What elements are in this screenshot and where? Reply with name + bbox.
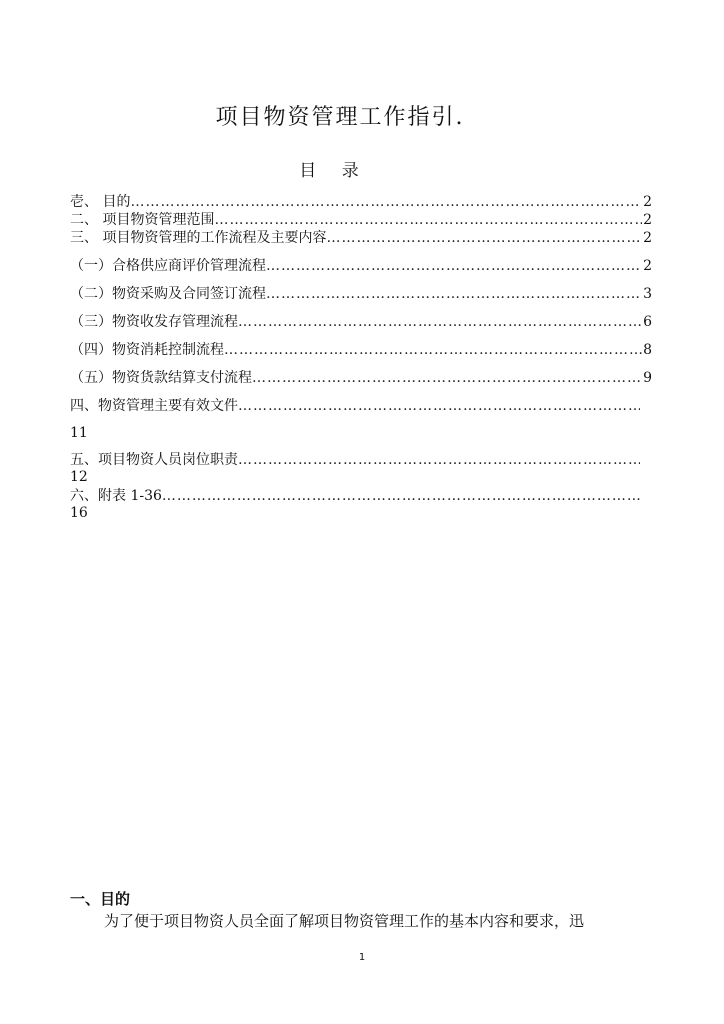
- toc-leader-dots: [326, 229, 642, 247]
- toc-entry-page: 2: [643, 230, 652, 246]
- toc-leader-dots: [214, 211, 642, 229]
- toc-entry-inventory[interactable]: [70, 313, 652, 331]
- section-heading-purpose: 一、目的: [70, 890, 131, 908]
- toc-entry-page: 6: [643, 314, 652, 330]
- toc-leader-dots: [252, 369, 642, 387]
- toc-entry-label: 五、项目物资人员岗位职责: [70, 452, 238, 468]
- toc-entry-page: 2: [643, 258, 652, 274]
- toc-leader-dots: [238, 313, 642, 331]
- toc-entry-key-documents[interactable]: [70, 397, 652, 443]
- toc-entry-page: 2: [643, 212, 652, 228]
- table-of-contents: [70, 193, 652, 523]
- document-title: 项目物资管理工作指引.: [215, 105, 465, 130]
- toc-entry-workflow[interactable]: [70, 229, 652, 247]
- toc-entry-label: （三）物资收发存管理流程: [70, 314, 238, 330]
- toc-entry-purpose[interactable]: [70, 193, 652, 211]
- toc-entry-page: 12: [70, 469, 88, 485]
- toc-entry-label: 三、 项目物资管理的工作流程及主要内容: [70, 230, 327, 246]
- toc-leader-dots: [266, 257, 642, 275]
- toc-entry-label: 二、 项目物资管理范围: [70, 212, 215, 228]
- toc-entry-consumption-control[interactable]: [70, 341, 652, 359]
- toc-entry-staff-duties[interactable]: [70, 451, 652, 487]
- toc-entry-procurement[interactable]: [70, 285, 652, 303]
- toc-leader-dots: [238, 397, 640, 415]
- toc-entry-page: 8: [643, 342, 652, 358]
- toc-leader-dots: [162, 487, 640, 505]
- toc-entry-page: 3: [643, 286, 652, 302]
- toc-entry-scope[interactable]: [70, 211, 652, 229]
- toc-entry-label: （二）物资采购及合同签订流程: [70, 286, 266, 302]
- toc-leader-dots: [266, 285, 642, 303]
- toc-entry-label: 壱、 目的: [70, 194, 131, 210]
- page-number: 1: [358, 952, 366, 963]
- toc-entry-label: 六、附表 1-36: [70, 488, 162, 504]
- toc-entry-label: （五）物资货款结算支付流程: [70, 370, 252, 386]
- body-paragraph: 为了便于项目物资人员全面了解项目物资管理工作的基本内容和要求，迅: [104, 912, 585, 930]
- toc-entry-page: 16: [70, 505, 88, 521]
- toc-leader-dots: [238, 451, 640, 469]
- toc-entry-appendix[interactable]: [70, 487, 652, 523]
- toc-entry-supplier-evaluation[interactable]: [70, 257, 652, 275]
- toc-entry-label: （四）物资消耗控制流程: [70, 342, 224, 358]
- toc-entry-page: 11: [70, 425, 88, 441]
- toc-heading: 目 录: [299, 161, 369, 181]
- toc-leader-dots: [224, 341, 642, 359]
- toc-entry-payment[interactable]: [70, 369, 652, 387]
- toc-entry-label: 四、物资管理主要有效文件: [70, 398, 238, 414]
- toc-entry-label: （一）合格供应商评价管理流程: [70, 258, 266, 274]
- toc-entry-page: 2: [643, 194, 652, 210]
- toc-leader-dots: [130, 193, 642, 211]
- toc-entry-page: 9: [643, 370, 652, 386]
